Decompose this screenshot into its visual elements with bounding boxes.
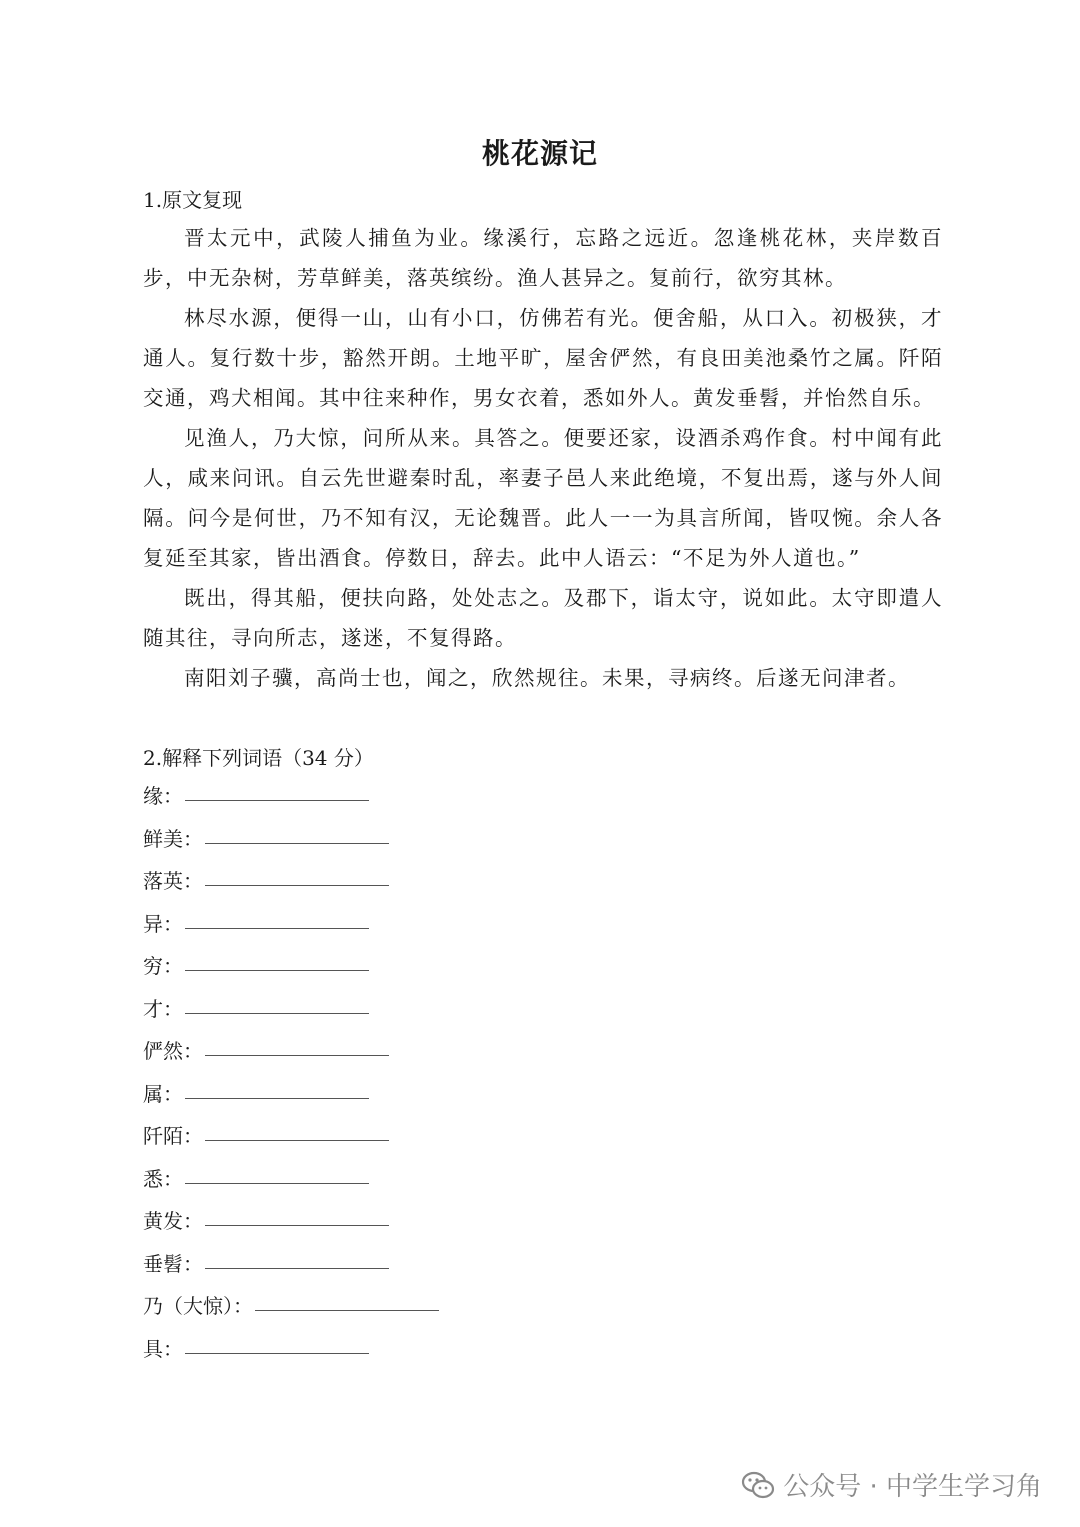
answer-blank[interactable] (255, 1290, 439, 1311)
page-title: 桃花源记 (481, 137, 598, 170)
vocab-term: 落英： (143, 869, 203, 893)
watermark-text: 公众号 · 中学生学习角 (783, 1472, 1042, 1502)
vocab-term: 黄发： (143, 1209, 203, 1233)
answer-blank[interactable] (185, 1333, 369, 1354)
vocab-term: 悉： (143, 1166, 183, 1191)
vocab-term: 垂髫： (143, 1251, 203, 1276)
answer-blank[interactable] (185, 780, 369, 801)
answer-blank[interactable] (205, 1035, 389, 1056)
section-heading-original-text: 1.原文复现 (143, 188, 243, 212)
vocab-term: 属： (143, 1081, 183, 1106)
vocab-item (143, 1035, 743, 1078)
watermark (741, 1466, 1042, 1503)
vocab-item (143, 1290, 743, 1333)
vocab-term: 俨然： (143, 1039, 203, 1063)
vocab-item (143, 780, 743, 823)
vocab-item (143, 1120, 743, 1163)
vocab-term: 阡陌： (143, 1124, 203, 1148)
vocab-term: 具： (143, 1336, 183, 1361)
vocab-item (143, 1078, 743, 1121)
answer-blank[interactable] (205, 1120, 389, 1141)
vocab-term: 缘： (143, 784, 183, 808)
vocab-item (143, 950, 743, 993)
vocab-item (143, 1333, 743, 1376)
passage-paragraph: 南阳刘子骥，高尚士也，闻之，欣然规往。未果，寻病终。后遂无问津者。 (184, 666, 910, 690)
vocab-term: 鲜美： (143, 826, 203, 851)
answer-blank[interactable] (205, 1205, 389, 1226)
answer-blank[interactable] (205, 823, 389, 844)
passage-paragraph: 林尽水源，便得一山，山有小口，仿佛若有光。便舍船，从口入。初极狭，才通人。复行数十步，豁然开朗。土地平旷，屋舍俨然，有良田美池桑竹之属。阡陌交通，鸡犬相闻。其中往来种作，男女衣着，悉如外人。黄发垂髫，并怡然自乐。 (143, 306, 943, 410)
passage-paragraph: 晋太元中，武陵人捕鱼为业。缘溪行，忘路之远近。忽逢桃花林，夹岸数百步，中无杂树，芳草鲜美，落英缤纷。渔人甚异之。复前行，欲穷其林。 (143, 226, 943, 290)
vocab-item (143, 1205, 743, 1248)
answer-blank[interactable] (185, 1078, 369, 1099)
section-heading-vocabulary: 2.解释下列词语（34 分） (143, 746, 374, 770)
answer-blank[interactable] (205, 1248, 389, 1269)
vocab-item (143, 993, 743, 1036)
answer-blank[interactable] (185, 993, 369, 1014)
answer-blank[interactable] (185, 950, 369, 971)
vocabulary-list (143, 780, 743, 1375)
vocab-item (143, 823, 743, 866)
vocab-term: 才： (143, 996, 183, 1021)
vocab-item (143, 1163, 743, 1206)
wechat-icon (741, 1470, 775, 1500)
vocab-term: 穷： (143, 954, 183, 978)
answer-blank[interactable] (185, 908, 369, 929)
answer-blank[interactable] (205, 865, 389, 886)
passage-paragraph: 见渔人，乃大惊，问所从来。具答之。便要还家，设酒杀鸡作食。村中闻有此人，咸来问讯。自云先世避秦时乱，率妻子邑人来此绝境，不复出焉，遂与外人间隔。问今是何世，乃不知有汉，无论魏晋。此人一一为具言所闻，皆叹惋。余人各复延至其家，皆出酒食。停数日，辞去。此中人语云：“不足为外人道也。” (143, 426, 943, 570)
vocab-item (143, 908, 743, 951)
passage-paragraph: 既出，得其船，便扶向路，处处志之。及郡下，诣太守，说如此。太守即遣人随其往，寻向所志，遂迷，不复得路。 (143, 586, 943, 650)
vocab-item (143, 1248, 743, 1291)
answer-blank[interactable] (185, 1163, 369, 1184)
vocab-term: 异： (143, 911, 183, 936)
passage (143, 218, 943, 698)
vocab-term: 乃（大惊）： (143, 1294, 253, 1318)
vocab-item (143, 865, 743, 908)
